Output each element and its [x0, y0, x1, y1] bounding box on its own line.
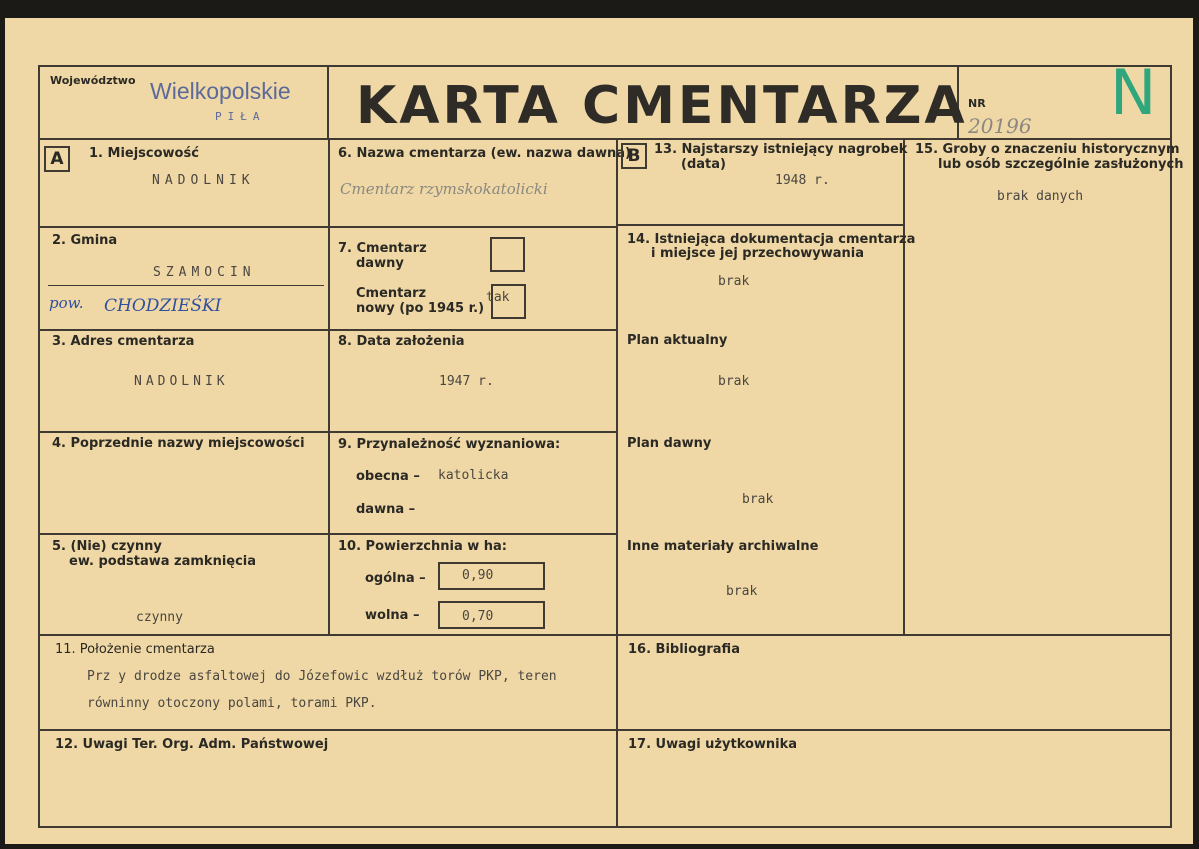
plan-dawny-label: Plan dawny	[627, 436, 712, 451]
field-7-dawny-label-2: dawny	[356, 256, 404, 271]
dawny-checkbox	[490, 237, 525, 272]
field-8-value: 1947 r.	[439, 374, 494, 389]
field-17-label: 17. Uwagi użytkownika	[628, 737, 798, 752]
field-11-line-1: Prz y drodze asfaltowej do Józefowic wzdłuż torów PKP, teren	[87, 669, 557, 684]
field-13-label-2: (data)	[681, 157, 726, 172]
nowy-value: tak	[486, 290, 510, 305]
field-3-label: 3. Adres cmentarza	[52, 334, 195, 349]
plan-dawny-value: brak	[742, 492, 774, 507]
field-3-value: NADOLNIK	[134, 374, 229, 389]
nr-mark: N	[1110, 56, 1157, 129]
wojewodztwo-stamp: Wielkopolskie	[150, 78, 291, 104]
obecna-value: katolicka	[438, 468, 509, 483]
field-14-value: brak	[718, 274, 750, 289]
field-15-label-1: 15. Groby o znaczeniu historycznym	[915, 142, 1180, 157]
page-title: KARTA CMENTARZA	[356, 76, 968, 136]
field-6-label: 6. Nazwa cmentarza (ew. nazwa dawna)	[338, 146, 631, 161]
field-16-label: 16. Bibliografia	[628, 642, 740, 657]
plan-aktualny-value: brak	[718, 374, 750, 389]
field-15-label-2: lub osób szczególnie zasłużonych	[938, 157, 1184, 172]
field-13-value: 1948 r.	[775, 173, 830, 188]
field-10-label: 10. Powierzchnia w ha:	[338, 539, 508, 554]
field-2-label: 2. Gmina	[52, 233, 118, 248]
field-7-nowy-label-2: nowy (po 1945 r.)	[356, 301, 485, 316]
field-11-label: 11. Położenie cmentarza	[55, 642, 215, 657]
ogolna-label: ogólna –	[365, 571, 426, 586]
field-14-label-2: i miejsce jej przechowywania	[651, 246, 865, 261]
powiat-value: CHODZIEŚKI	[104, 296, 222, 316]
field-12-label: 12. Uwagi Ter. Org. Adm. Państwowej	[55, 737, 329, 752]
field-6-value: Cmentarz rzymskokatolicki	[340, 180, 548, 198]
plan-aktualny-label: Plan aktualny	[627, 333, 728, 348]
field-5-label-2: ew. podstawa zamknięcia	[69, 554, 257, 569]
powiat-prefix: pow.	[49, 294, 84, 312]
field-4-label: 4. Poprzednie nazwy miejscowości	[52, 436, 305, 451]
field-11-line-2: równinny otoczony polami, torami PKP.	[87, 696, 377, 711]
field-14-label-1: 14. Istniejąca dokumentacja cmentarza	[627, 232, 916, 247]
inne-materialy-value: brak	[726, 584, 758, 599]
obecna-label: obecna –	[356, 469, 420, 484]
field-1-label: 1. Miejscowość	[89, 146, 199, 161]
dawna-label: dawna –	[356, 502, 416, 517]
field-2-value: SZAMOCIN	[153, 265, 256, 280]
section-a-badge: A	[44, 146, 70, 172]
field-5-label-1: 5. (Nie) czynny	[52, 539, 162, 554]
wolna-value: 0,70	[462, 609, 494, 624]
field-8-label: 8. Data założenia	[338, 334, 465, 349]
field-13-label-1: 13. Najstarszy istniejący nagrobek	[654, 142, 908, 157]
nr-value: 20196	[968, 114, 1032, 138]
field-7-dawny-label-1: 7. Cmentarz	[338, 241, 427, 256]
wolna-label: wolna –	[365, 608, 420, 623]
wojewodztwo-label: Województwo	[50, 74, 136, 87]
field-9-label: 9. Przynależność wyznaniowa:	[338, 437, 561, 452]
nr-label: NR	[968, 97, 986, 110]
ogolna-value: 0,90	[462, 568, 494, 583]
section-b-badge: B	[621, 143, 647, 169]
field-5-value: czynny	[136, 610, 183, 625]
field-15-value: brak danych	[997, 189, 1084, 204]
field-1-value: NADOLNIK	[152, 173, 255, 188]
field-7-nowy-label-1: Cmentarz	[356, 286, 427, 301]
inne-materialy-label: Inne materiały archiwalne	[627, 539, 819, 554]
wojewodztwo-sub-stamp: PIŁA	[215, 110, 266, 123]
